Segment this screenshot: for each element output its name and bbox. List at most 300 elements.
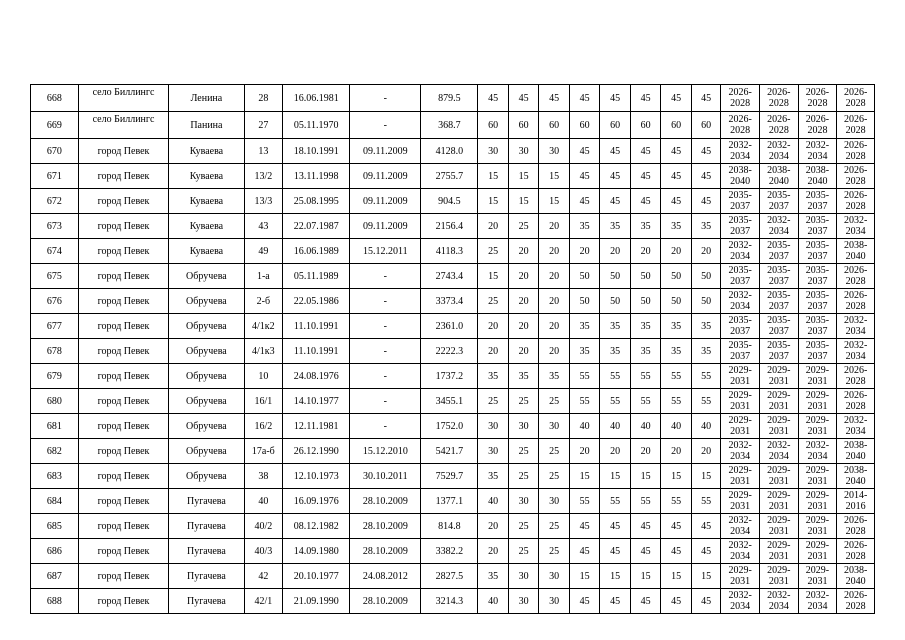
settlement-cell: город Певек <box>78 214 169 239</box>
wear-percent-cell: 15 <box>569 464 600 489</box>
table-row <box>31 85 875 112</box>
wear-percent-cell: 45 <box>569 539 600 564</box>
period-cell: 2029-2031 <box>798 364 837 389</box>
date-commissioned-cell: 25.08.1995 <box>283 189 350 214</box>
table-row <box>31 112 875 139</box>
row-number-cell: 669 <box>31 112 79 139</box>
wear-percent-cell: 25 <box>508 464 539 489</box>
wear-percent-cell: 20 <box>478 214 509 239</box>
table-row <box>31 314 875 339</box>
settlement-cell: село Биллингс <box>78 112 169 139</box>
row-number-cell: 673 <box>31 214 79 239</box>
table-row <box>31 339 875 364</box>
settlement-cell: город Певек <box>78 589 169 614</box>
period-cell: 2038-2040 <box>760 164 799 189</box>
settlement-cell: город Певек <box>78 364 169 389</box>
wear-percent-cell: 30 <box>539 489 570 514</box>
wear-percent-cell: 45 <box>630 164 661 189</box>
wear-percent-cell: 45 <box>691 85 720 112</box>
area-cell: 7529.7 <box>421 464 478 489</box>
settlement-cell: город Певек <box>78 164 169 189</box>
wear-percent-cell: 50 <box>569 289 600 314</box>
period-cell: 2032-2034 <box>760 139 799 164</box>
wear-percent-cell: 45 <box>569 514 600 539</box>
settlement-cell: село Биллингс <box>78 85 169 112</box>
period-cell: 2026-2028 <box>837 85 875 112</box>
wear-percent-cell: 60 <box>569 112 600 139</box>
period-cell: 2035-2037 <box>721 264 760 289</box>
wear-percent-cell: 20 <box>478 314 509 339</box>
period-cell: 2029-2031 <box>798 539 837 564</box>
period-cell: 2032-2034 <box>837 314 875 339</box>
row-number-cell: 674 <box>31 239 79 264</box>
date-second-cell: 09.11.2009 <box>350 139 421 164</box>
wear-percent-cell: 35 <box>630 314 661 339</box>
row-number-cell: 685 <box>31 514 79 539</box>
street-cell: Куваева <box>169 139 244 164</box>
period-cell: 2035-2037 <box>798 189 837 214</box>
wear-percent-cell: 15 <box>691 464 720 489</box>
period-cell: 2029-2031 <box>798 389 837 414</box>
date-commissioned-cell: 16.06.1989 <box>283 239 350 264</box>
row-number-cell: 676 <box>31 289 79 314</box>
wear-percent-cell: 35 <box>630 214 661 239</box>
wear-percent-cell: 20 <box>569 239 600 264</box>
period-cell: 2026-2028 <box>837 139 875 164</box>
wear-percent-cell: 45 <box>661 514 692 539</box>
street-cell: Обручева <box>169 364 244 389</box>
wear-percent-cell: 40 <box>630 414 661 439</box>
wear-percent-cell: 25 <box>539 514 570 539</box>
settlement-cell: город Певек <box>78 564 169 589</box>
wear-percent-cell: 45 <box>600 139 631 164</box>
area-cell: 1737.2 <box>421 364 478 389</box>
date-commissioned-cell: 26.12.1990 <box>283 439 350 464</box>
wear-percent-cell: 45 <box>691 539 720 564</box>
wear-percent-cell: 15 <box>600 464 631 489</box>
wear-percent-cell: 55 <box>661 364 692 389</box>
area-cell: 368.7 <box>421 112 478 139</box>
period-cell: 2029-2031 <box>721 414 760 439</box>
wear-percent-cell: 45 <box>600 539 631 564</box>
wear-percent-cell: 30 <box>508 564 539 589</box>
date-commissioned-cell: 21.09.1990 <box>283 589 350 614</box>
wear-percent-cell: 30 <box>508 489 539 514</box>
wear-percent-cell: 25 <box>508 214 539 239</box>
wear-percent-cell: 35 <box>691 339 720 364</box>
street-cell: Обручева <box>169 389 244 414</box>
wear-percent-cell: 15 <box>661 564 692 589</box>
date-second-cell: - <box>350 389 421 414</box>
wear-percent-cell: 60 <box>539 112 570 139</box>
wear-percent-cell: 45 <box>569 189 600 214</box>
period-cell: 2032-2034 <box>760 589 799 614</box>
wear-percent-cell: 55 <box>569 389 600 414</box>
wear-percent-cell: 35 <box>630 339 661 364</box>
wear-percent-cell: 60 <box>630 112 661 139</box>
wear-percent-cell: 35 <box>478 364 509 389</box>
wear-percent-cell: 35 <box>661 339 692 364</box>
period-cell: 2035-2037 <box>721 189 760 214</box>
period-cell: 2029-2031 <box>760 389 799 414</box>
date-commissioned-cell: 14.09.1980 <box>283 539 350 564</box>
period-cell: 2032-2034 <box>837 214 875 239</box>
wear-percent-cell: 45 <box>691 589 720 614</box>
wear-percent-cell: 20 <box>691 239 720 264</box>
wear-percent-cell: 15 <box>478 264 509 289</box>
wear-percent-cell: 25 <box>539 539 570 564</box>
house-cell: 40/2 <box>244 514 283 539</box>
street-cell: Обручева <box>169 464 244 489</box>
area-cell: 2755.7 <box>421 164 478 189</box>
area-cell: 3382.2 <box>421 539 478 564</box>
date-commissioned-cell: 20.10.1977 <box>283 564 350 589</box>
period-cell: 2026-2028 <box>798 85 837 112</box>
period-cell: 2032-2034 <box>760 439 799 464</box>
wear-percent-cell: 40 <box>569 414 600 439</box>
wear-percent-cell: 20 <box>508 239 539 264</box>
settlement-cell: город Певек <box>78 389 169 414</box>
area-cell: 2222.3 <box>421 339 478 364</box>
wear-percent-cell: 45 <box>661 85 692 112</box>
settlement-cell: город Певек <box>78 414 169 439</box>
wear-percent-cell: 55 <box>661 389 692 414</box>
row-number-cell: 687 <box>31 564 79 589</box>
period-cell: 2032-2034 <box>721 539 760 564</box>
period-cell: 2038-2040 <box>798 164 837 189</box>
period-cell: 2026-2028 <box>837 589 875 614</box>
wear-percent-cell: 35 <box>691 214 720 239</box>
table-row <box>31 364 875 389</box>
date-commissioned-cell: 18.10.1991 <box>283 139 350 164</box>
row-number-cell: 682 <box>31 439 79 464</box>
period-cell: 2032-2034 <box>798 589 837 614</box>
wear-percent-cell: 20 <box>478 339 509 364</box>
date-second-cell: - <box>350 364 421 389</box>
period-cell: 2026-2028 <box>837 112 875 139</box>
area-cell: 2156.4 <box>421 214 478 239</box>
period-cell: 2032-2034 <box>837 414 875 439</box>
period-cell: 2029-2031 <box>798 564 837 589</box>
wear-percent-cell: 50 <box>630 289 661 314</box>
house-cell: 10 <box>244 364 283 389</box>
wear-percent-cell: 25 <box>539 464 570 489</box>
wear-percent-cell: 45 <box>569 139 600 164</box>
date-commissioned-cell: 08.12.1982 <box>283 514 350 539</box>
area-cell: 2827.5 <box>421 564 478 589</box>
area-cell: 2361.0 <box>421 314 478 339</box>
street-cell: Куваева <box>169 239 244 264</box>
table-row <box>31 214 875 239</box>
wear-percent-cell: 50 <box>661 264 692 289</box>
wear-percent-cell: 35 <box>569 339 600 364</box>
house-cell: 38 <box>244 464 283 489</box>
street-cell: Обручева <box>169 414 244 439</box>
wear-percent-cell: 15 <box>630 464 661 489</box>
settlement-cell: город Певек <box>78 439 169 464</box>
period-cell: 2035-2037 <box>760 289 799 314</box>
wear-percent-cell: 15 <box>478 189 509 214</box>
wear-percent-cell: 45 <box>630 85 661 112</box>
wear-percent-cell: 30 <box>539 414 570 439</box>
wear-percent-cell: 50 <box>600 289 631 314</box>
period-cell: 2026-2028 <box>837 164 875 189</box>
date-commissioned-cell: 05.11.1989 <box>283 264 350 289</box>
table-row <box>31 489 875 514</box>
period-cell: 2035-2037 <box>721 339 760 364</box>
date-commissioned-cell: 12.11.1981 <box>283 414 350 439</box>
wear-percent-cell: 45 <box>691 139 720 164</box>
date-second-cell: - <box>350 289 421 314</box>
date-second-cell: - <box>350 314 421 339</box>
period-cell: 2026-2028 <box>837 364 875 389</box>
wear-percent-cell: 35 <box>569 214 600 239</box>
wear-percent-cell: 50 <box>691 289 720 314</box>
table-row <box>31 439 875 464</box>
wear-percent-cell: 55 <box>691 364 720 389</box>
period-cell: 2026-2028 <box>837 189 875 214</box>
wear-percent-cell: 30 <box>539 139 570 164</box>
row-number-cell: 671 <box>31 164 79 189</box>
wear-percent-cell: 20 <box>661 439 692 464</box>
period-cell: 2032-2034 <box>837 339 875 364</box>
wear-percent-cell: 35 <box>600 339 631 364</box>
house-cell: 40/3 <box>244 539 283 564</box>
period-cell: 2029-2031 <box>798 489 837 514</box>
wear-percent-cell: 45 <box>661 589 692 614</box>
settlement-cell: город Певек <box>78 289 169 314</box>
area-cell: 4118.3 <box>421 239 478 264</box>
row-number-cell: 683 <box>31 464 79 489</box>
period-cell: 2035-2037 <box>760 339 799 364</box>
date-second-cell: 28.10.2009 <box>350 489 421 514</box>
period-cell: 2026-2028 <box>798 112 837 139</box>
period-cell: 2032-2034 <box>721 239 760 264</box>
period-cell: 2026-2028 <box>837 514 875 539</box>
street-cell: Куваева <box>169 189 244 214</box>
wear-percent-cell: 20 <box>508 289 539 314</box>
table-row <box>31 539 875 564</box>
street-cell: Пугачева <box>169 589 244 614</box>
street-cell: Пугачева <box>169 564 244 589</box>
wear-percent-cell: 45 <box>508 85 539 112</box>
table-row <box>31 564 875 589</box>
period-cell: 2032-2034 <box>798 139 837 164</box>
wear-percent-cell: 20 <box>630 439 661 464</box>
wear-percent-cell: 45 <box>691 514 720 539</box>
wear-percent-cell: 25 <box>539 439 570 464</box>
street-cell: Куваева <box>169 164 244 189</box>
date-commissioned-cell: 22.07.1987 <box>283 214 350 239</box>
period-cell: 2026-2028 <box>721 85 760 112</box>
wear-percent-cell: 45 <box>569 589 600 614</box>
wear-percent-cell: 15 <box>508 189 539 214</box>
period-cell: 2035-2037 <box>721 314 760 339</box>
house-cell: 17а-б <box>244 439 283 464</box>
wear-percent-cell: 15 <box>539 189 570 214</box>
date-commissioned-cell: 11.10.1991 <box>283 339 350 364</box>
wear-percent-cell: 20 <box>691 439 720 464</box>
wear-percent-cell: 20 <box>508 339 539 364</box>
wear-percent-cell: 25 <box>508 439 539 464</box>
period-cell: 2032-2034 <box>798 439 837 464</box>
area-cell: 1377.1 <box>421 489 478 514</box>
date-commissioned-cell: 05.11.1970 <box>283 112 350 139</box>
date-commissioned-cell: 16.09.1976 <box>283 489 350 514</box>
area-cell: 1752.0 <box>421 414 478 439</box>
wear-percent-cell: 20 <box>508 264 539 289</box>
date-commissioned-cell: 13.11.1998 <box>283 164 350 189</box>
wear-percent-cell: 15 <box>691 564 720 589</box>
house-cell: 16/1 <box>244 389 283 414</box>
row-number-cell: 681 <box>31 414 79 439</box>
row-number-cell: 679 <box>31 364 79 389</box>
period-cell: 2029-2031 <box>760 514 799 539</box>
street-cell: Обручева <box>169 339 244 364</box>
wear-percent-cell: 30 <box>478 414 509 439</box>
date-commissioned-cell: 16.06.1981 <box>283 85 350 112</box>
wear-percent-cell: 20 <box>478 514 509 539</box>
period-cell: 2029-2031 <box>760 564 799 589</box>
settlement-cell: город Певек <box>78 239 169 264</box>
period-cell: 2032-2034 <box>760 214 799 239</box>
wear-percent-cell: 30 <box>478 439 509 464</box>
wear-percent-cell: 35 <box>539 364 570 389</box>
period-cell: 2026-2028 <box>837 289 875 314</box>
period-cell: 2026-2028 <box>837 539 875 564</box>
area-cell: 879.5 <box>421 85 478 112</box>
street-cell: Пугачева <box>169 539 244 564</box>
period-cell: 2038-2040 <box>837 239 875 264</box>
row-number-cell: 678 <box>31 339 79 364</box>
table-row <box>31 239 875 264</box>
wear-percent-cell: 50 <box>630 264 661 289</box>
street-cell: Обручева <box>169 289 244 314</box>
wear-percent-cell: 45 <box>539 85 570 112</box>
area-cell: 4128.0 <box>421 139 478 164</box>
house-cell: 40 <box>244 489 283 514</box>
period-cell: 2035-2037 <box>721 214 760 239</box>
street-cell: Обручева <box>169 439 244 464</box>
wear-percent-cell: 20 <box>600 439 631 464</box>
wear-percent-cell: 20 <box>539 214 570 239</box>
period-cell: 2029-2031 <box>760 414 799 439</box>
wear-percent-cell: 45 <box>600 514 631 539</box>
period-cell: 2032-2034 <box>721 514 760 539</box>
house-cell: 27 <box>244 112 283 139</box>
wear-percent-cell: 20 <box>661 239 692 264</box>
wear-percent-cell: 60 <box>508 112 539 139</box>
house-cell: 49 <box>244 239 283 264</box>
wear-percent-cell: 50 <box>661 289 692 314</box>
date-second-cell: 28.10.2009 <box>350 589 421 614</box>
wear-percent-cell: 20 <box>539 314 570 339</box>
row-number-cell: 677 <box>31 314 79 339</box>
wear-percent-cell: 25 <box>508 389 539 414</box>
wear-percent-cell: 15 <box>478 164 509 189</box>
wear-percent-cell: 20 <box>478 539 509 564</box>
table-row <box>31 589 875 614</box>
period-cell: 2035-2037 <box>798 314 837 339</box>
date-second-cell: 28.10.2009 <box>350 514 421 539</box>
wear-percent-cell: 30 <box>478 139 509 164</box>
wear-percent-cell: 45 <box>630 189 661 214</box>
period-cell: 2035-2037 <box>798 289 837 314</box>
wear-percent-cell: 50 <box>569 264 600 289</box>
date-second-cell: 15.12.2010 <box>350 439 421 464</box>
row-number-cell: 670 <box>31 139 79 164</box>
date-second-cell: - <box>350 414 421 439</box>
period-cell: 2029-2031 <box>721 564 760 589</box>
date-second-cell: - <box>350 112 421 139</box>
wear-percent-cell: 60 <box>691 112 720 139</box>
wear-percent-cell: 45 <box>661 164 692 189</box>
wear-percent-cell: 55 <box>600 489 631 514</box>
wear-percent-cell: 30 <box>508 414 539 439</box>
wear-percent-cell: 40 <box>600 414 631 439</box>
wear-percent-cell: 40 <box>691 414 720 439</box>
period-cell: 2029-2031 <box>760 489 799 514</box>
period-cell: 2035-2037 <box>798 214 837 239</box>
house-cell: 2-б <box>244 289 283 314</box>
wear-percent-cell: 55 <box>630 364 661 389</box>
period-cell: 2014-2016 <box>837 489 875 514</box>
period-cell: 2026-2028 <box>760 85 799 112</box>
date-second-cell: 09.11.2009 <box>350 189 421 214</box>
wear-percent-cell: 15 <box>630 564 661 589</box>
area-cell: 3455.1 <box>421 389 478 414</box>
house-cell: 16/2 <box>244 414 283 439</box>
wear-percent-cell: 30 <box>508 589 539 614</box>
house-cell: 1-а <box>244 264 283 289</box>
area-cell: 814.8 <box>421 514 478 539</box>
period-cell: 2029-2031 <box>798 514 837 539</box>
house-cell: 28 <box>244 85 283 112</box>
table-row <box>31 189 875 214</box>
date-commissioned-cell: 14.10.1977 <box>283 389 350 414</box>
wear-percent-cell: 45 <box>478 85 509 112</box>
settlement-cell: город Певек <box>78 189 169 214</box>
date-commissioned-cell: 22.05.1986 <box>283 289 350 314</box>
wear-percent-cell: 20 <box>508 314 539 339</box>
period-cell: 2035-2037 <box>798 239 837 264</box>
date-second-cell: 09.11.2009 <box>350 214 421 239</box>
date-second-cell: - <box>350 264 421 289</box>
wear-percent-cell: 55 <box>630 489 661 514</box>
street-cell: Обручева <box>169 264 244 289</box>
settlement-cell: город Певек <box>78 489 169 514</box>
wear-percent-cell: 45 <box>600 189 631 214</box>
wear-percent-cell: 50 <box>600 264 631 289</box>
period-cell: 2038-2040 <box>721 164 760 189</box>
housing-table <box>30 84 875 614</box>
wear-percent-cell: 35 <box>508 364 539 389</box>
wear-percent-cell: 40 <box>661 414 692 439</box>
wear-percent-cell: 35 <box>569 314 600 339</box>
wear-percent-cell: 55 <box>691 389 720 414</box>
wear-percent-cell: 20 <box>539 239 570 264</box>
wear-percent-cell: 45 <box>661 139 692 164</box>
wear-percent-cell: 45 <box>630 139 661 164</box>
period-cell: 2032-2034 <box>721 289 760 314</box>
date-second-cell: 15.12.2011 <box>350 239 421 264</box>
period-cell: 2035-2037 <box>760 239 799 264</box>
wear-percent-cell: 45 <box>569 85 600 112</box>
wear-percent-cell: 40 <box>478 489 509 514</box>
table-row <box>31 289 875 314</box>
table-row <box>31 264 875 289</box>
house-cell: 13/3 <box>244 189 283 214</box>
